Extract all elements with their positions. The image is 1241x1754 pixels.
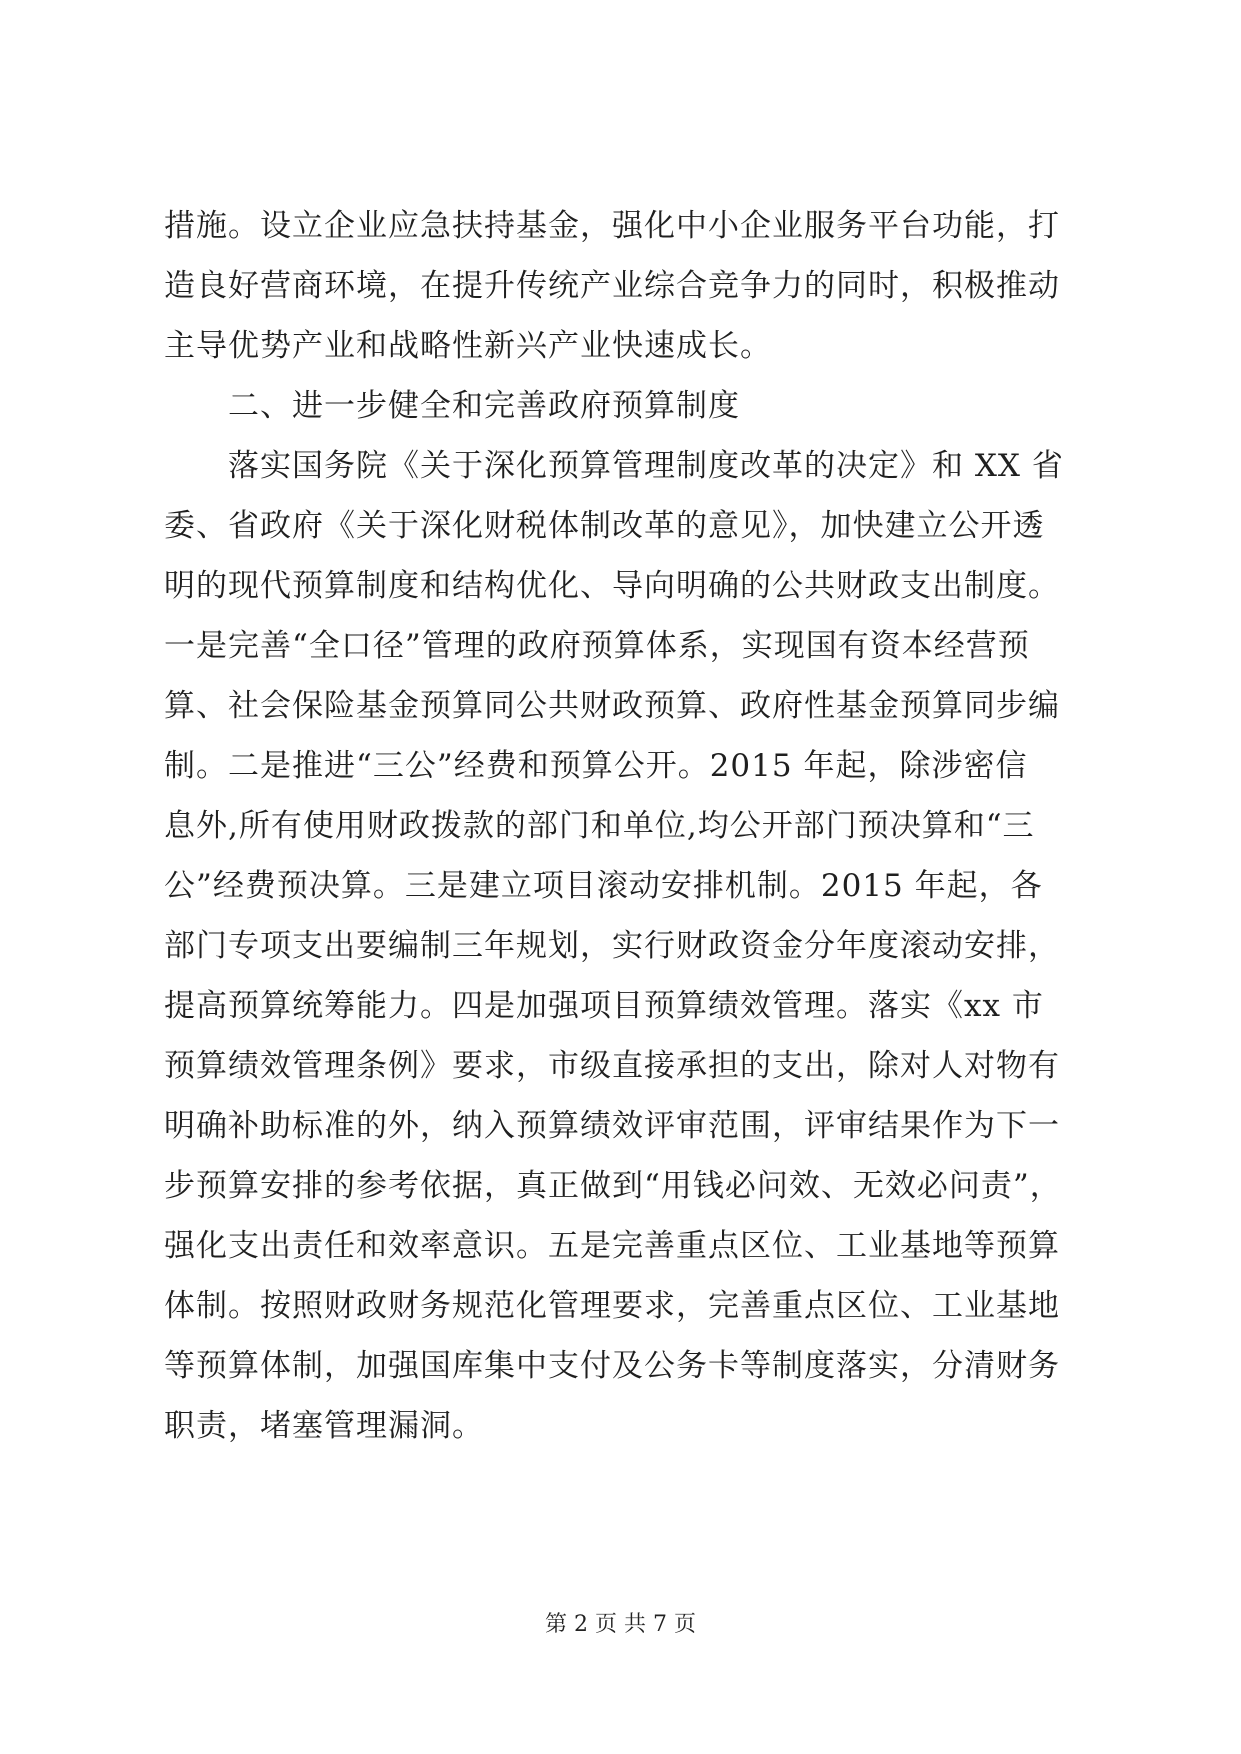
text-line: 落实国务院《关于深化预算管理制度改革的决定》和 XX 省 — [228, 448, 1064, 484]
text-line: 明的现代预算制度和结构优化、导向明确的公共财政支出制度。 — [164, 568, 1060, 604]
text-line: 一是完善“全口径”管理的政府预算体系，实现国有资本经营预 — [164, 628, 1030, 664]
text-line: 强化支出责任和效率意识。五是完善重点区位、工业基地等预算 — [164, 1228, 1060, 1264]
text-line: 措施。设立企业应急扶持基金，强化中小企业服务平台功能，打 — [164, 208, 1060, 244]
text-line: 预算绩效管理条例》要求，市级直接承担的支出，除对人对物有 — [164, 1048, 1060, 1084]
section-heading: 二、进一步健全和完善政府预算制度 — [228, 388, 740, 424]
text-line: 步预算安排的参考依据，真正做到“用钱必问效、无效必问责”， — [164, 1168, 1062, 1204]
text-line: 明确补助标准的外，纳入预算绩效评审范围，评审结果作为下一 — [164, 1108, 1060, 1144]
text-line: 公”经费预决算。三是建立项目滚动安排机制。2015 年起，各 — [164, 868, 1043, 904]
text-line: 部门专项支出要编制三年规划，实行财政资金分年度滚动安排， — [164, 928, 1060, 964]
text-line: 职责，堵塞管理漏洞。 — [164, 1408, 484, 1444]
text-line: 等预算体制，加强国库集中支付及公务卡等制度落实，分清财务 — [164, 1348, 1060, 1384]
page-footer: 第 2 页 共 7 页 — [545, 1612, 696, 1637]
text-line: 提高预算统筹能力。四是加强项目预算绩效管理。落实《xx 市 — [164, 988, 1044, 1024]
text-line: 制。二是推进“三公”经费和预算公开。2015 年起，除涉密信 — [164, 748, 1028, 784]
text-line: 息外,所有使用财政拨款的部门和单位,均公开部门预决算和“三 — [164, 808, 1035, 844]
text-line: 造良好营商环境，在提升传统产业综合竞争力的同时，积极推动 — [164, 268, 1060, 304]
text-line: 算、社会保险基金预算同公共财政预算、政府性基金预算同步编 — [164, 688, 1060, 724]
text-line: 主导优势产业和战略性新兴产业快速成长。 — [164, 328, 772, 364]
text-line: 委、省政府《关于深化财税体制改革的意见》，加快建立公开透 — [164, 508, 1045, 544]
text-line: 体制。按照财政财务规范化管理要求，完善重点区位、工业基地 — [164, 1288, 1060, 1324]
